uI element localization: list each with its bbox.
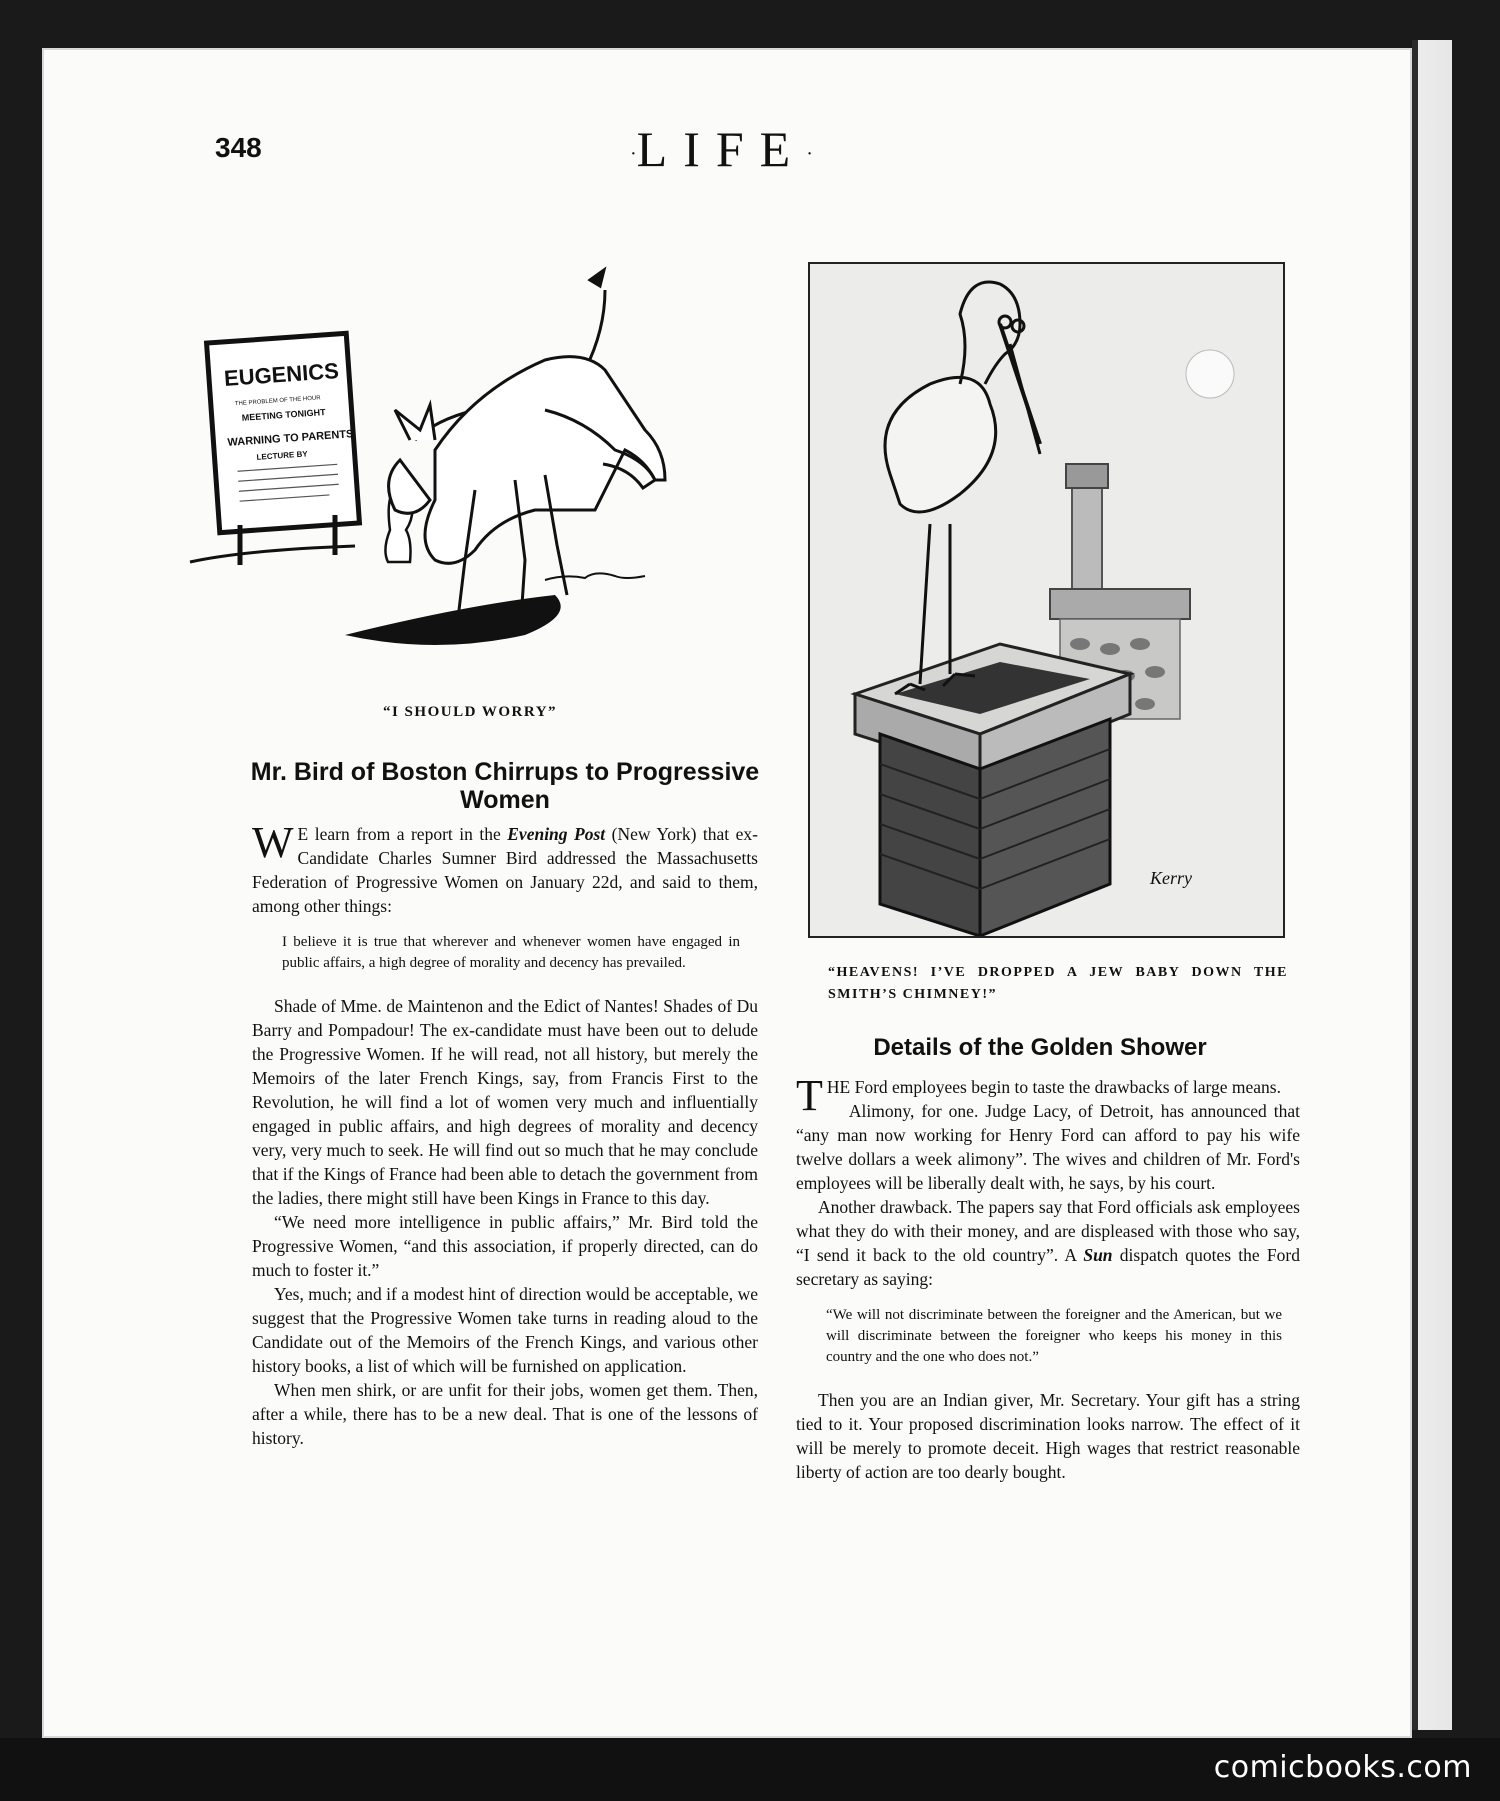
article1-title: Mr. Bird of Boston Chirrups to Progressive Women [250, 758, 760, 814]
article2-dropcap: T [796, 1071, 823, 1120]
stork-cartoon-illustration [810, 264, 1283, 936]
svg-text:Kerry: Kerry [1150, 868, 1192, 888]
sign-line3: WARNING TO PARENTS [227, 428, 354, 449]
article1-p5: When men shirk, or are unfit for their jobs, women get them. Then, after a while, there has to be a new deal. That is one of the lessons of history. [252, 1380, 758, 1448]
sign-line2: MEETING TONIGHT [241, 406, 326, 423]
article1-p1-a: E learn from a report in the [297, 824, 508, 844]
left-cartoon-caption: “I SHOULD WORRY” [382, 704, 558, 720]
article1-body [252, 818, 758, 1450]
article1-dropcap: W [252, 818, 294, 867]
article2-p3-em: Sun [1083, 1245, 1113, 1265]
moon-shape [1186, 350, 1234, 398]
masthead-title: LIFE [636, 121, 807, 177]
adjacent-page-edge [1412, 40, 1452, 1730]
donkey-cartoon-illustration [185, 250, 745, 670]
right-cartoon-caption: “HEAVENS! I’VE DROPPED A JEW BABY DOWN THE SMITH’S CHIMNEY!” [828, 965, 1288, 1002]
article2-p1: HE Ford employees begin to taste the drawbacks of large means. [826, 1077, 1281, 1097]
artist-signature-left [545, 573, 645, 580]
eugenics-sign [190, 333, 359, 565]
foreground-chimney [855, 644, 1130, 936]
article2-p3-a: Another drawback. The papers say that Ford officials ask employees what they do with their money, and are displeased with those who say, “I send it back to the old country”. A [796, 1197, 1300, 1265]
article1-p1-em: Evening Post [507, 824, 606, 844]
article2-p3-b: dispatch quotes the Ford secretary as saying: [796, 1245, 1300, 1289]
artist-signature-right [1149, 868, 1192, 888]
kicking-donkey [389, 270, 665, 620]
sign-line4: LECTURE BY [256, 449, 308, 462]
article1-p1-b: (New York) that ex-Candidate Charles Sumner Bird addressed the Massachusetts Federation of Progressive Women on January 22d, and said to them, among other things: [252, 824, 758, 916]
article2-p2: Alimony, for one. Judge Lacy, of Detroit, has announced that “any man now working for Henry Ford can afford to pay his wife twelve dollars a week alimony”. The wives and children of Mr. Ford's employees will be liberally dealt with, he says, by his court. [796, 1101, 1300, 1193]
site-watermark: comicbooks.com [1213, 1750, 1472, 1785]
donkey-shadow [345, 595, 561, 645]
sign-title: EUGENICS [223, 357, 340, 391]
page-number: 348 [215, 132, 262, 163]
article2-body [796, 1071, 1300, 1484]
article1-p2: Shade of Mme. de Maintenon and the Edict of Nantes! Shades of Du Barry and Pompadour! The ex-candidate must have been out to delude the Progressive Women. If he will read, not all history, but merely the Memoirs of the later French Kings, say, from Francis First to the Revolution, he will find a lot of women very much and influentially engaged in public affairs, and high degrees of morality and decency very, very much to seek. He will find out so much that he may conclude that if the Kings of France had been able to detach the government from the ladies, there might still have been Kings in France to this day. [252, 996, 758, 1208]
sign-line1: THE PROBLEM OF THE HOUR [234, 395, 321, 408]
article1-p4: Yes, much; and if a modest hint of direction would be acceptable, we suggest that the Progressive Women take turns in reading aloud to the Candidate out of the Memoirs of the French Kings, and various other history books, a list of which will be furnished on application. [252, 1284, 758, 1376]
article2-title: Details of the Golden Shower [873, 1034, 1207, 1061]
article2-quote: “We will not discriminate between the foreigner and the American, but we will discriminate between the foreigner who keeps his money in this country and the one who does not.” [826, 1307, 1282, 1365]
masthead: ·LIFE· [630, 121, 813, 177]
article1-p3: “We need more intelligence in public affairs,” Mr. Bird told the Progressive Women, “and this association, if properly directed, can do much to foster it.” [252, 1212, 758, 1280]
stork-cartoon-frame [808, 262, 1285, 938]
article1-quote: I believe it is true that wherever and whenever women have engaged in public affairs, a high degree of morality and decency has prevailed. [282, 934, 740, 971]
article2-p4: Then you are an Indian giver, Mr. Secretary. Your gift has a string tied to it. Your proposed discrimination looks narrow. The effect of it will be merely to promote deceit. High wages that restrict reasonable liberty of action are too dearly bought. [796, 1390, 1300, 1482]
